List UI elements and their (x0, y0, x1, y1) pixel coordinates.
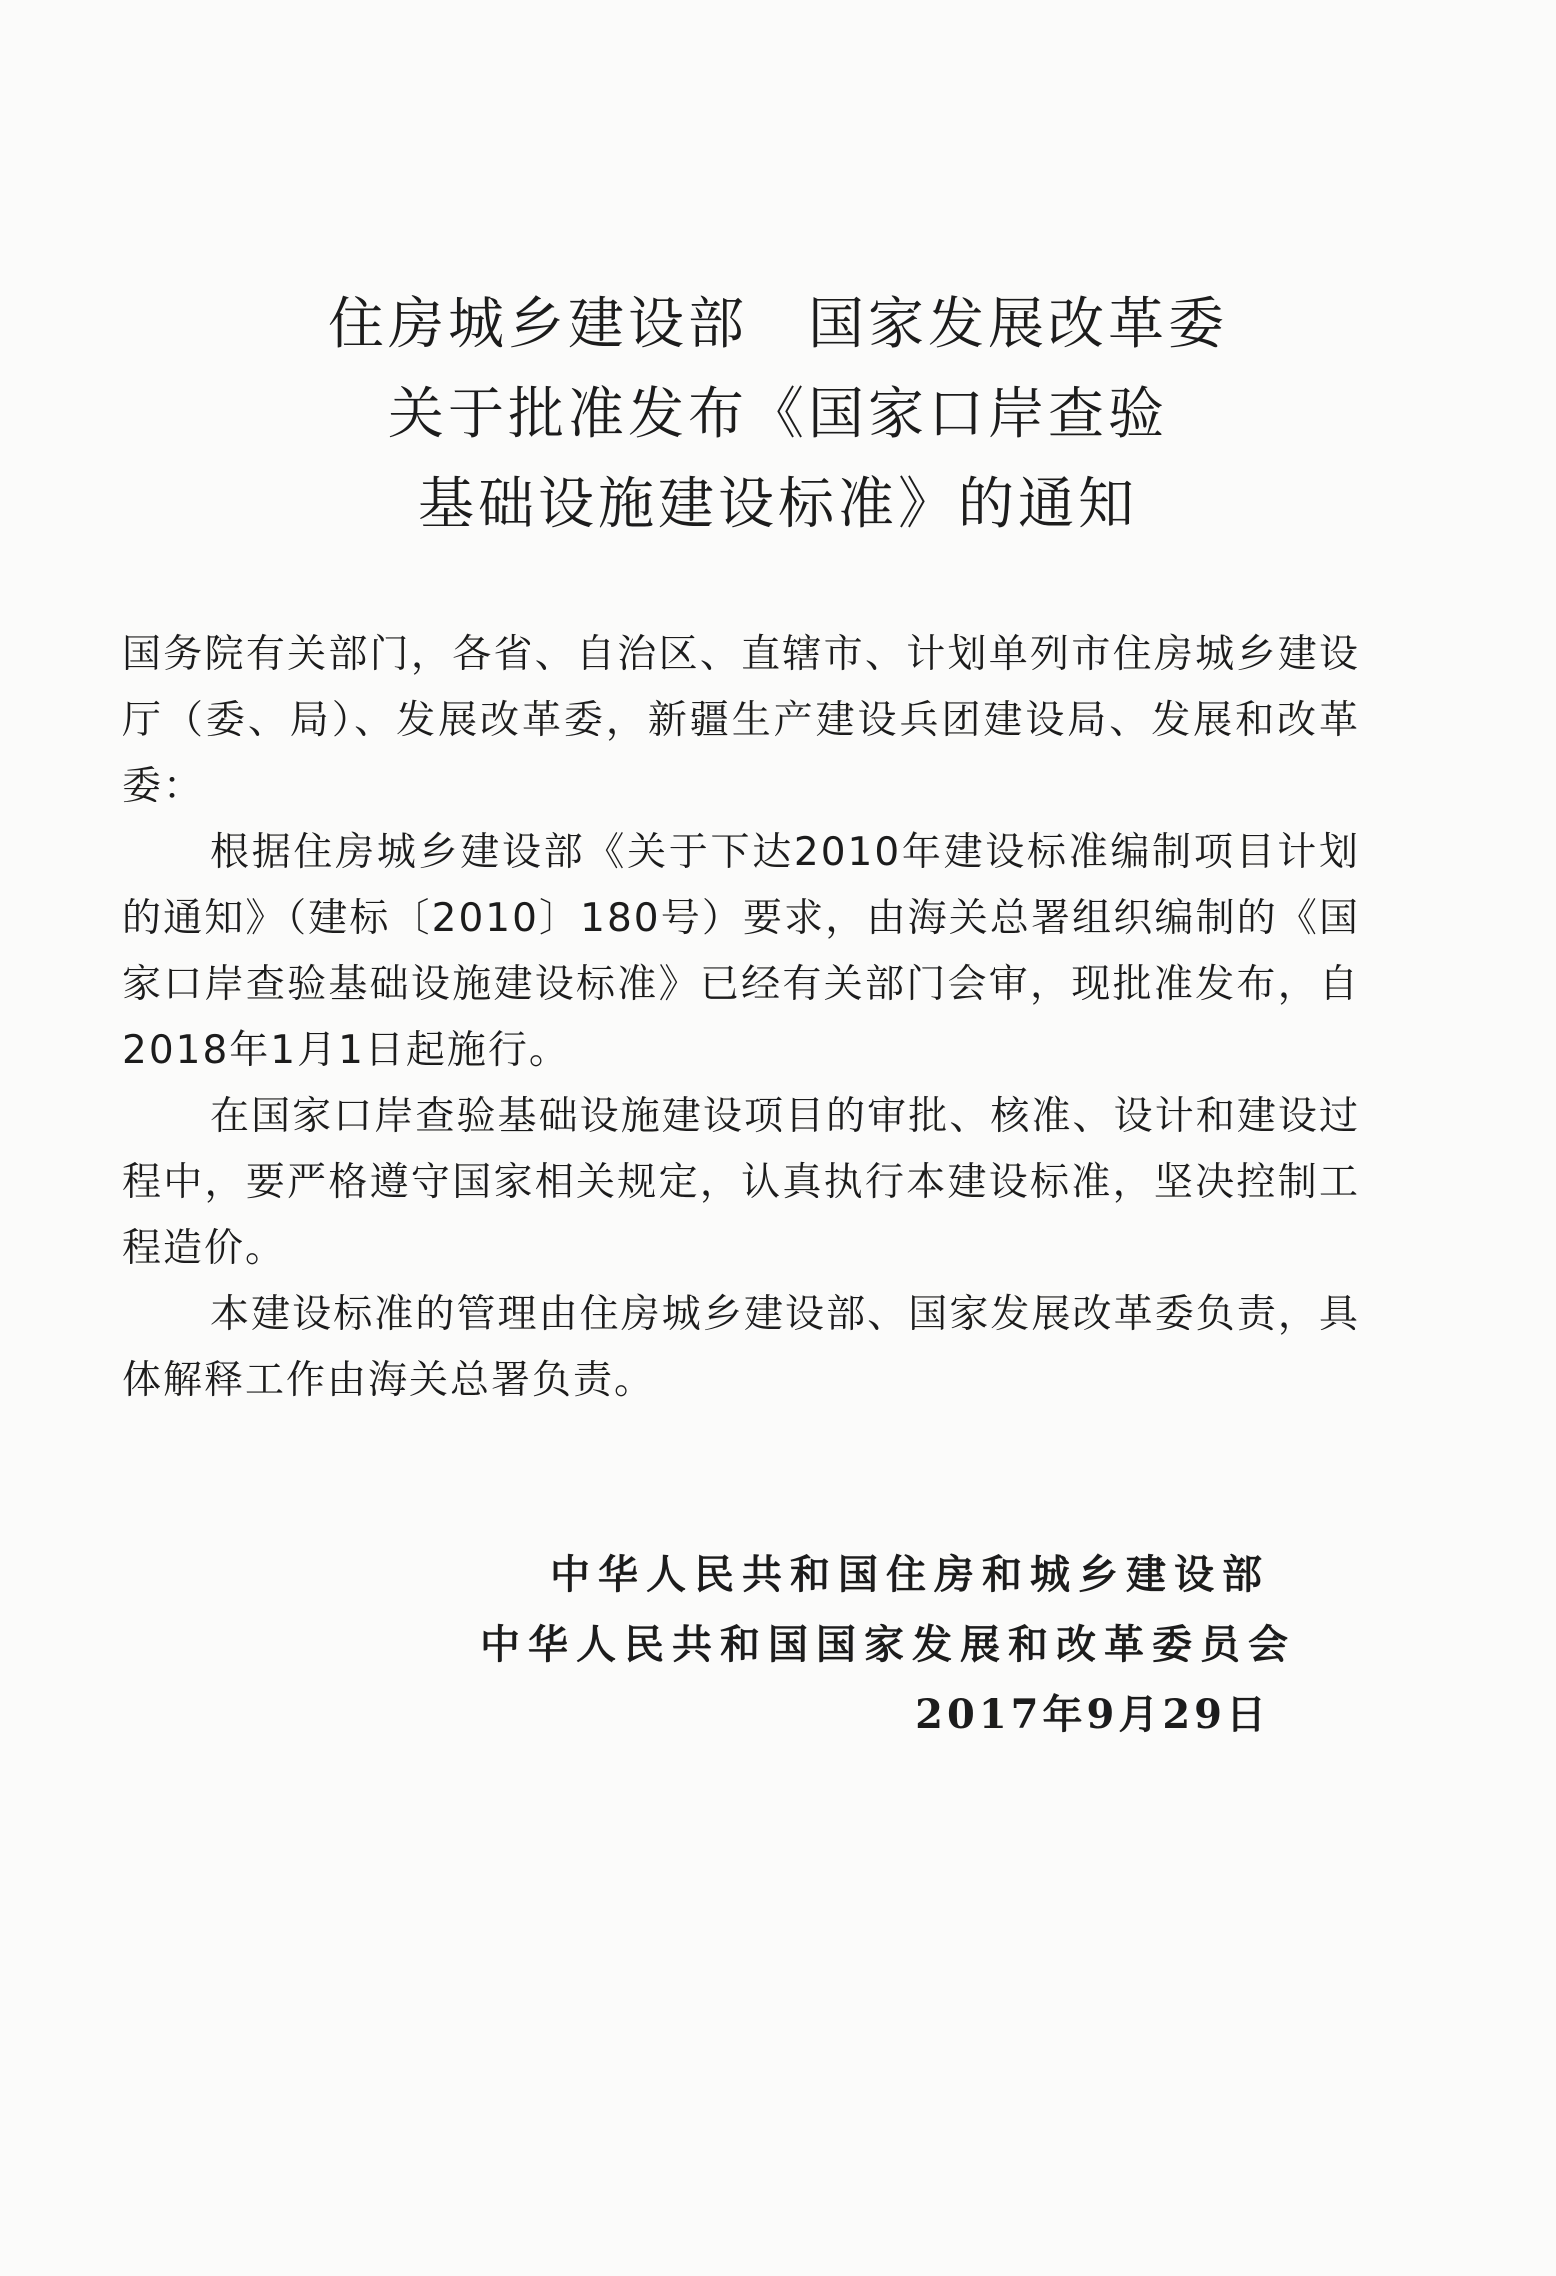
paragraph-1: 根据住房城乡建设部《关于下达2010年建设标准编制项目计划的通知》（建标〔2010〕180号）要求，由海关总署组织编制的《国家口岸查验基础设施建设标准》已经有关部门会审，现批准发布，自2018年1月1日起施行。 (122, 830, 1360, 1073)
addressee-paragraph: 国务院有关部门，各省、自治区、直辖市、计划单列市住房城乡建设厅（委、局）、发展改革委，新疆生产建设兵团建设局、发展和改革委： (122, 632, 1360, 809)
issue-date: 2017年9月29日 (915, 1691, 1270, 1738)
title-line-1: 住房城乡建设部 国家发展改革委 (328, 292, 1228, 357)
paragraph-3: 本建设标准的管理由住房城乡建设部、国家发展改革委负责，具体解释工作由海关总署负责。 (122, 1292, 1360, 1403)
title-line-2: 关于批准发布《国家口岸查验 (388, 382, 1168, 447)
title-line-3: 基础设施建设标准》的通知 (418, 472, 1138, 537)
document-title (0, 280, 1556, 550)
issuer-2: 中华人民共和国国家发展和改革委员会 (480, 1622, 1296, 1668)
signature-block (480, 1540, 1296, 1750)
document-body (122, 622, 1360, 1414)
issuer-1: 中华人民共和国住房和城乡建设部 (550, 1552, 1270, 1598)
paragraph-2: 在国家口岸查验基础设施建设项目的审批、核准、设计和建设过程中，要严格遵守国家相关规定，认真执行本建设标准，坚决控制工程造价。 (122, 1094, 1360, 1271)
